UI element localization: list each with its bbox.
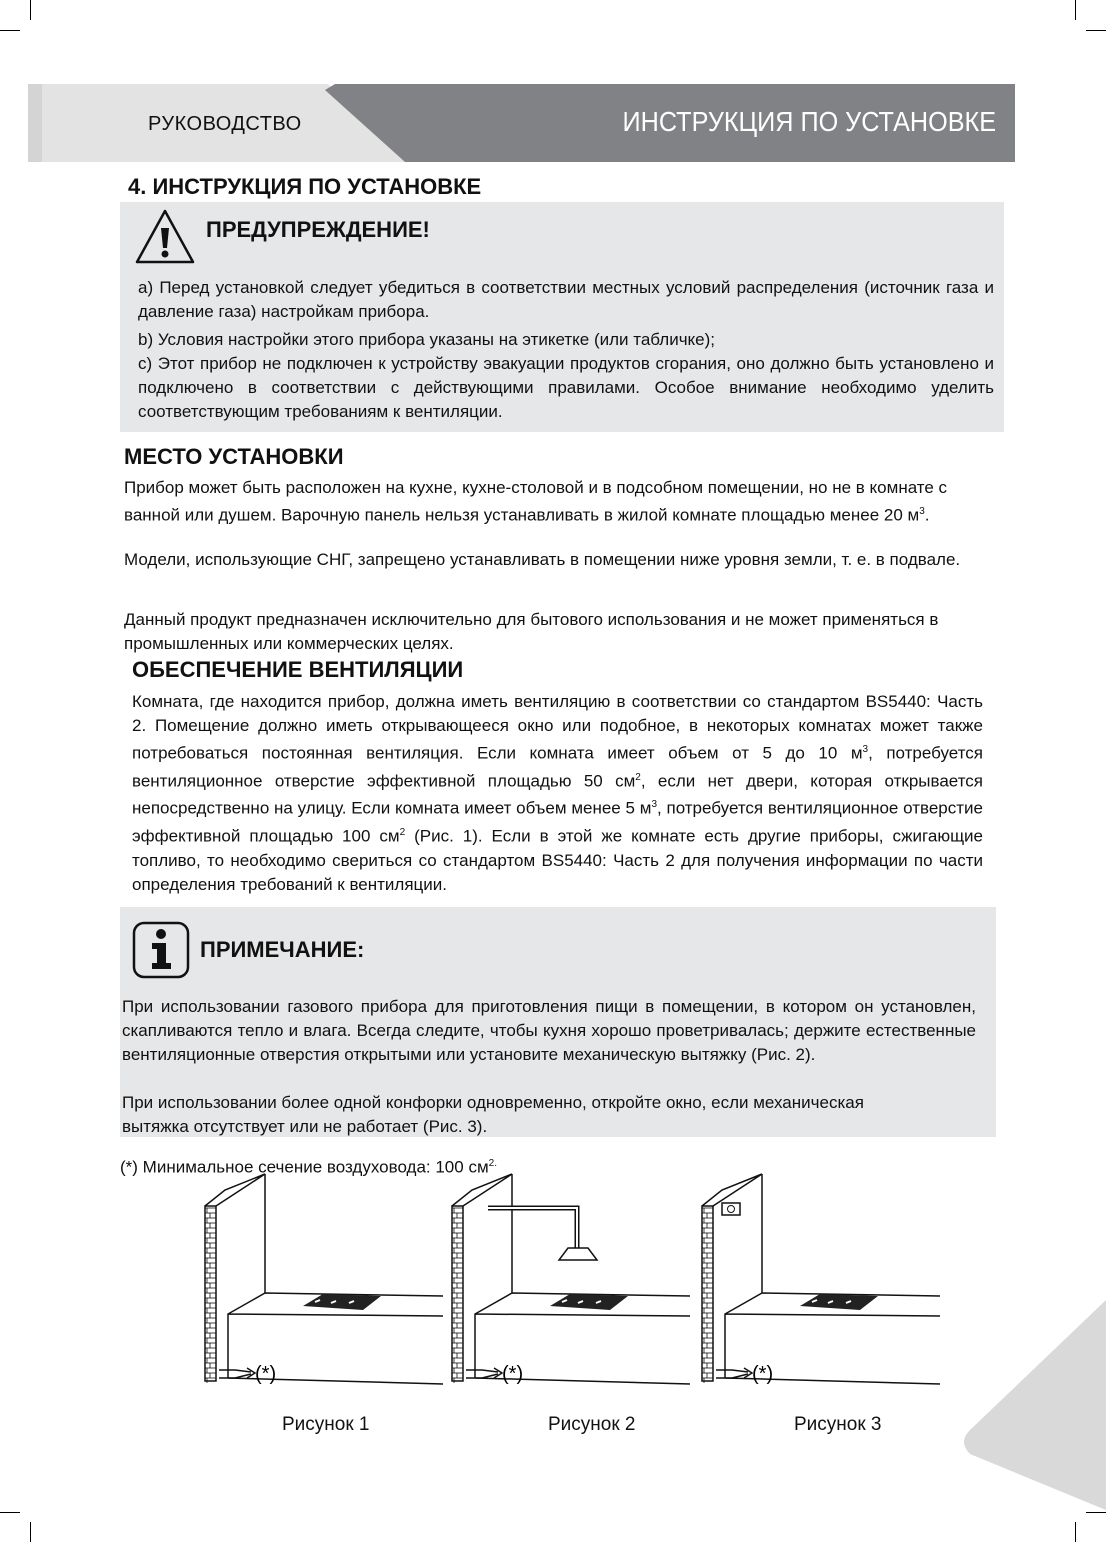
warning-box <box>120 202 1004 432</box>
text: , потребуется вентиляционное отверстие эффективной площадью 50 см <box>132 743 983 791</box>
vent-arrow-icon <box>716 1370 748 1378</box>
figure-1-caption: Рисунок 1 <box>282 1414 370 1435</box>
location-paragraph-2: Модели, использующие СНГ, запрещено устанавливать в помещении ниже уровня земли, т. е. в подвале. <box>124 550 961 569</box>
hob-icon <box>550 1294 628 1310</box>
info-icon <box>132 921 190 979</box>
location-text: Прибор может быть расположен на кухне, кухне-столовой и в подсобном помещении, но не в комнате с ванной или душем. Варочную панель нельзя устанавливать в жилой комнате площадью менее 20 м <box>124 478 948 525</box>
note-box <box>120 907 996 1137</box>
warning-item-c: c) Этот прибор не подключен к устройству эвакуации продуктов сгорания, оно должно быть установлено и подключено в соответствии с действующими правилами. Особое внимание необходимо уделить соответствующим требованиям к вентиляции. <box>138 354 994 421</box>
text: , если нет двери, которая открывается непосредственно на улицу. Если комната имеет объем менее 5 м <box>132 771 983 818</box>
ventilation-title: ОБЕСПЕЧЕНИЕ ВЕНТИЛЯЦИИ <box>132 657 464 682</box>
text: (Рис. 1). Если в этой же комнате есть другие приборы, сжигающие топливо, то необходимо свериться со стандартом BS5440: Часть 2 для получения информации по части определения требований к вентиляции. <box>132 826 984 894</box>
location-title: МЕСТО УСТАНОВКИ <box>124 444 344 469</box>
range-hood-icon <box>488 1208 597 1260</box>
note-title: ПРИМЕЧАНИЕ: <box>200 937 365 962</box>
duct-mark: (*) <box>752 1363 774 1385</box>
superscript: 2. <box>488 1158 497 1169</box>
warning-icon <box>134 208 196 266</box>
figure-2-illustration <box>450 1168 690 1398</box>
superscript: 3 <box>919 506 925 517</box>
duct-mark: (*) <box>255 1363 277 1385</box>
superscript: 3 <box>862 744 869 755</box>
warning-item-a: a) Перед установкой следует убедиться в соответствии местных условий распределения (источник газа и давление газа) настройкам прибора. <box>138 278 994 321</box>
superscript: 2 <box>635 771 641 783</box>
vent-arrow-icon <box>466 1370 498 1378</box>
header-manual-label: РУКОВОДСТВО <box>148 113 302 135</box>
crop-mark <box>0 1512 20 1513</box>
vent-arrow-icon <box>219 1370 251 1378</box>
hob-icon <box>800 1294 878 1310</box>
text: , потребуется вентиляционное отверстие эффективной площадью 100 см <box>132 798 983 846</box>
section-title: 4. ИНСТРУКЦИЯ ПО УСТАНОВКЕ <box>128 174 482 199</box>
crop-mark <box>1075 0 1076 20</box>
note-paragraph-1: При использовании газового прибора для приготовления пищи в помещении, в котором он установлен, скапливаются тепло и влага. Всегда следите, чтобы кухня хорошо проветривалась; держите естественные вентиляционные отверстия открытыми или установите механическую вытяжку (Рис. 2). <box>122 997 976 1064</box>
warning-title: ПРЕДУПРЕЖДЕНИЕ! <box>206 217 430 242</box>
note-paragraph-2: При использовании более одной конфорки одновременно, откройте окно, если механическая вытяжка отсутствует или не работает (Рис. 3). <box>122 1093 864 1136</box>
crop-mark <box>1075 1522 1076 1542</box>
crop-mark <box>30 0 31 20</box>
hob-icon <box>303 1294 381 1310</box>
window-vent-icon <box>722 1203 740 1215</box>
crop-mark <box>0 30 20 31</box>
footnote-text: (*) Минимальное сечение воздуховода: 100 см <box>120 1157 489 1177</box>
superscript: 2 <box>399 826 406 838</box>
figure-3-caption: Рисунок 3 <box>794 1414 882 1435</box>
location-text-end: . <box>924 505 930 525</box>
crop-mark <box>1086 1512 1106 1513</box>
header-section-title: ИНСТРУКЦИЯ ПО УСТАНОВКЕ <box>622 106 996 137</box>
location-paragraph-1 <box>124 476 986 528</box>
crop-mark <box>30 1522 31 1542</box>
crop-mark <box>1086 30 1106 31</box>
warning-item-b: b) Условия настройки этого прибора указаны на этикетке (или табличке); <box>138 330 716 349</box>
page-corner-decoration <box>950 1290 1106 1510</box>
figure-3-illustration <box>700 1168 940 1398</box>
location-paragraph-3: Данный продукт предназначен исключительно для бытового использования и не может применяться в промышленных или коммерческих целях. <box>124 610 939 653</box>
duct-mark: (*) <box>502 1363 524 1385</box>
figure-1-illustration <box>203 1168 443 1398</box>
figure-2-caption: Рисунок 2 <box>548 1414 636 1435</box>
ventilation-paragraph <box>132 690 983 897</box>
superscript: 3 <box>651 799 657 811</box>
text: Комната, где находится прибор, должна иметь вентиляцию в соответствии со стандартом BS5440: Часть 2. Помещение должно иметь открывающееся окно или подобное, в некоторых комнатах может также потребоваться постоянная вентиляция. Если комната имеет объем от 5 до 10 м <box>132 692 983 763</box>
header-left-edge <box>28 84 42 162</box>
